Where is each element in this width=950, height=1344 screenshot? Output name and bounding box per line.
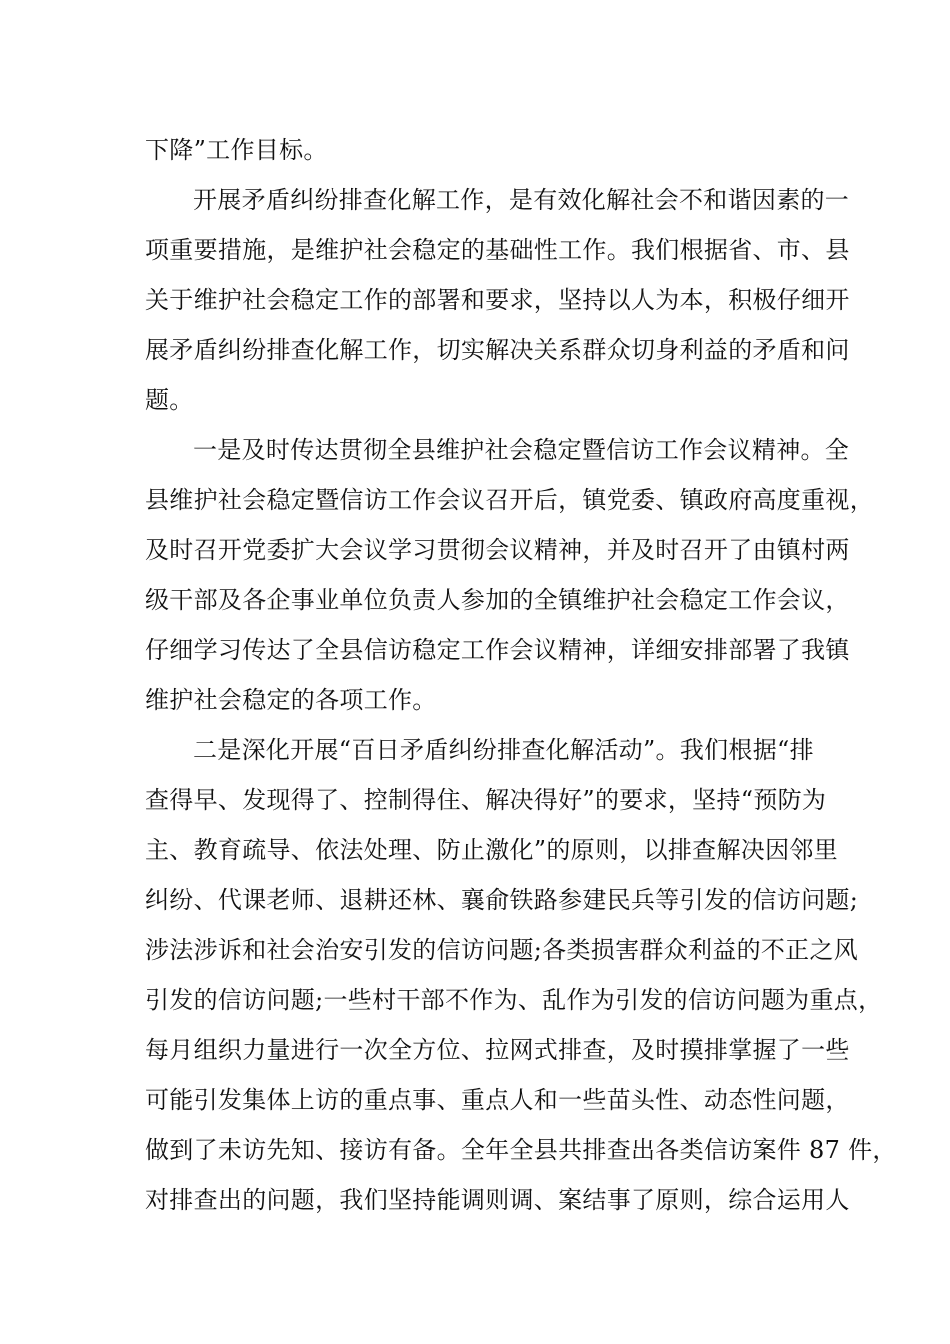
paragraph-2-line-1: 一是及时传达贯彻全县维护社会稳定暨信访工作会议精神。全 [193,436,850,464]
paragraph-3-line-9: 做到了未访先知、接访有备。全年全县共排查出各类信访案件 87 件， [145,1136,897,1164]
paragraph-2-line-5: 仔细学习传达了全县信访稳定工作会议精神，详细安排部署了我镇 [145,636,850,664]
paragraph-3-line-4: 纠纷、代课老师、退耕还林、襄俞铁路参建民兵等引发的信访问题; [145,886,859,914]
text-line-1: 下降”工作目标。 [145,136,328,164]
paragraph-3-line-2: 查得早、发现得了、控制得住、解决得好”的要求，坚持“预防为 [145,786,827,814]
paragraph-1-line-4: 展矛盾纠纷排查化解工作，切实解决关系群众切身利益的矛盾和问 [145,336,850,364]
paragraph-2-line-6: 维护社会稳定的各项工作。 [145,686,437,714]
paragraph-3-line-6: 引发的信访问题;一些村干部不作为、乱作为引发的信访问题为重点， [145,986,883,1014]
paragraph-3-line-7: 每月组织力量进行一次全方位、拉网式排查，及时摸排掌握了一些 [145,1036,850,1064]
paragraph-1-line-3: 关于维护社会稳定工作的部署和要求，坚持以人为本，积极仔细开 [145,286,850,314]
paragraph-2-line-2: 县维护社会稳定暨信访工作会议召开后，镇党委、镇政府高度重视， [145,486,874,514]
paragraph-3-line-1: 二是深化开展“百日矛盾纠纷排查化解活动”。我们根据“排 [193,736,814,764]
paragraph-1-line-5: 题。 [145,386,194,414]
paragraph-1-line-1: 开展矛盾纠纷排查化解工作，是有效化解社会不和谐因素的一 [193,186,850,214]
paragraph-2-line-3: 及时召开党委扩大会议学习贯彻会议精神，并及时召开了由镇村两 [145,536,850,564]
paragraph-2-line-4: 级干部及各企事业单位负责人参加的全镇维护社会稳定工作会议， [145,586,850,614]
paragraph-3-line-10: 对排查出的问题，我们坚持能调则调、案结事了原则，综合运用人 [145,1186,850,1214]
paragraph-3-line-3: 主、教育疏导、依法处理、防止激化”的原则，以排查解决因邻里 [145,836,838,864]
paragraph-3-line-8: 可能引发集体上访的重点事、重点人和一些苗头性、动态性问题， [145,1086,850,1114]
paragraph-3-line-5: 涉法涉诉和社会治安引发的信访问题;各类损害群众利益的不正之风 [145,936,859,964]
paragraph-1-line-2: 项重要措施，是维护社会稳定的基础性工作。我们根据省、市、县 [145,236,850,264]
